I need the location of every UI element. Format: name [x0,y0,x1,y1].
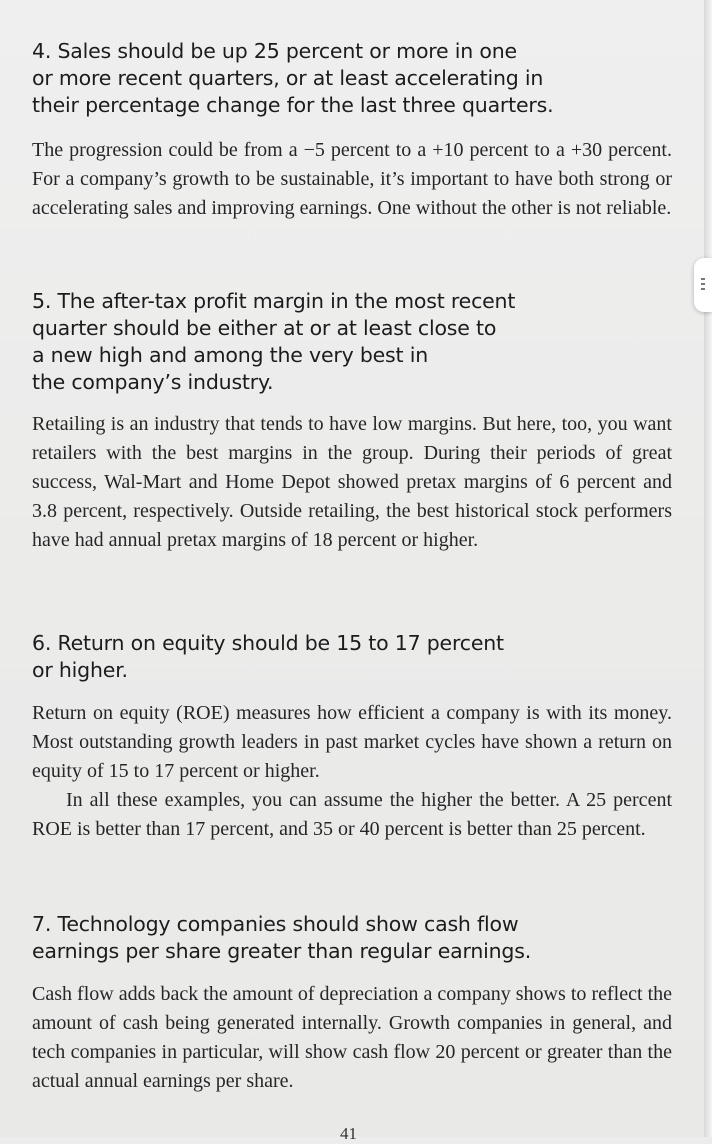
paragraph: Return on equity (ROE) measures how efficient a company is with its money. Most outstanding growth leaders in past market cycles have shown a return on equity of 15 to 17 percent or higher. [32,702,672,782]
section-6 [32,630,672,844]
section-7 [32,911,672,1096]
page-edge [704,0,712,1137]
section-heading [32,911,672,965]
heading-line: a new high and among the very best in [32,343,428,367]
heading-line: 5. The after-tax profit margin in the most recent [32,289,516,313]
section-body [32,699,672,844]
heading-line: the company’s industry. [32,370,274,394]
heading-line: their percentage change for the last three quarters. [32,93,554,117]
paragraph: In all these examples, you can assume the higher the better. A 25 percent ROE is better than 17 percent, and 35 or 40 percent is better than 25 percent. [32,789,672,840]
paragraph: Retailing is an industry that tends to have low margins. But here, too, you want retailers with the best margins in the group. During their periods of great success, Wal-Mart and Home Depot showed pretax margins of 6 percent and 3.8 percent, respectively. Outside retailing, the best historical stock performers have had annual pretax margins of 18 percent or higher. [32,413,672,551]
heading-line: quarter should be either at or at least close to [32,316,497,340]
section-4 [32,38,672,223]
section-body [32,980,672,1096]
drag-handle-icon[interactable] [694,258,712,312]
section-heading [32,630,672,684]
section-heading [32,38,672,119]
heading-line: or more recent quarters, or at least accelerating in [32,66,544,90]
section-5 [32,288,672,555]
paragraph: The progression could be from a −5 percent to a +10 percent to a +30 percent. For a company’s growth to be sustainable, it’s important to have both strong or accelerating sales and improving earnings. One without the other is not reliable. [32,139,672,219]
heading-line: 4. Sales should be up 25 percent or more in one [32,39,517,63]
section-body [32,136,672,223]
heading-line: 7. Technology companies should show cash flow [32,912,519,936]
section-heading [32,288,672,396]
heading-line: earnings per share greater than regular earnings. [32,939,532,963]
heading-line: or higher. [32,658,128,682]
heading-line: 6. Return on equity should be 15 to 17 percent [32,631,504,655]
grip-lines [701,278,705,292]
section-body [32,410,672,555]
paragraph: Cash flow adds back the amount of depreciation a company shows to reflect the amount of cash being generated internally. Growth companies in general, and tech companies in particular, will show cash flow 20 percent or greater than the actual annual earnings per share. [32,983,672,1092]
page-number: 41 [340,1124,357,1143]
